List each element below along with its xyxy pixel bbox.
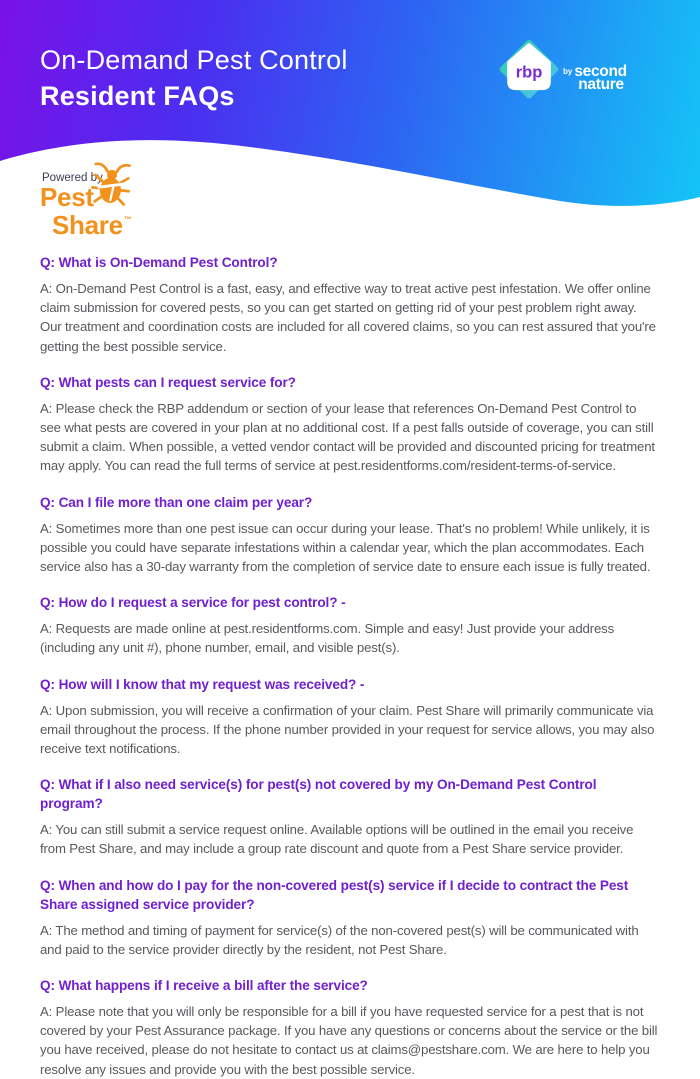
faq-question: Q: Can I file more than one claim per year?: [40, 494, 313, 510]
faq-question: Q: What happens if I receive a bill after the service?: [40, 978, 368, 994]
faq-answer: A: On-Demand Pest Control is a fast, easy, and effective way to treat active pest infestation. We offer online claim submission for covered pests, so you can get started on getting rid of your pest problem right away. Our treatment and coordination costs are included for all covered claims, so you can rest assured that you're getting the best possible service.: [40, 281, 656, 354]
faq-item: [40, 493, 660, 577]
rbp-logo-text: rbp: [515, 63, 543, 82]
faq-content: [0, 240, 700, 1079]
powered-by-label: Powered by: [42, 172, 103, 184]
faq-question: Q: What is On-Demand Pest Control?: [40, 255, 278, 270]
page-title-line2: Resident FAQs: [40, 81, 235, 111]
faq-question: Q: How will I know that my request was received? -: [40, 676, 365, 692]
faq-answer: A: Requests are made online at pest.residentforms.com. Simple and easy! Just provide your address (including any unit #), phone number, email, and visible pest(s).: [40, 621, 615, 656]
faq-item: [40, 876, 660, 959]
page-title-line1: On-Demand Pest Control: [40, 45, 348, 75]
faq-answer: A: Please note that you will only be responsible for a bill if you have requested service for a pest that is not covered by your Pest Assurance package. If you have any questions or concerns about the service or the bill you have received, please do not hesitate to contact us at claims@pestshare.com. We are here to help you resolve any issues and provide you with the best possible service.: [40, 1004, 658, 1077]
faq-question: Q: When and how do I pay for the non-covered pest(s) service if I decide to contract the Pest Share assigned service provider?: [40, 877, 629, 912]
second-nature-wordmark: [563, 63, 627, 93]
faq-item: [40, 775, 660, 858]
by-label: by: [563, 67, 573, 76]
faq-question: Q: What if I also need service(s) for pest(s) not covered by my On-Demand Pest Control program?: [40, 777, 597, 812]
faq-answer: A: Please check the RBP addendum or section of your lease that references On-Demand Pest Control to see what pests are covered in your plan at no additional cost. If a pest falls outside of coverage, you can still submit a claim. When possible, a vetted vendor contact will be provided and discounted pricing for treatment may apply. You can read the full terms of service at pest.residentforms.com/resident-terms-of-service.: [40, 400, 655, 474]
faq-answer: A: You can still submit a service request online. Available options will be outlined in the email you receive from Pest Share, and may include a group rate discount and quote from a Pest Share service provider.: [40, 822, 634, 857]
second-nature-line1: second: [574, 63, 627, 80]
faq-question: Q: How do I request a service for pest control? -: [40, 595, 346, 611]
faq-item: [40, 373, 660, 476]
faq-answer: A: Upon submission, you will receive a confirmation of your claim. Pest Share will primarily communicate via email throughout the process. If the phone number provided in your request for service allows, you may also receive text notifications.: [40, 702, 655, 757]
trademark-symbol: ™: [123, 215, 132, 224]
faq-item: [40, 976, 660, 1079]
bug-icon: [90, 160, 134, 208]
pestshare-word-pest: Pest: [40, 182, 94, 212]
pestshare-logo: [40, 168, 200, 238]
faq-item: [40, 253, 660, 356]
faq-answer: A: Sometimes more than one pest issue can occur during your lease. That's no problem! While unlikely, it is possible you could have separate infestations within a calendar year, which the plan accommodates. Each service also has a 30-day warranty from the completion of service date to ensure each issue is fully treated.: [40, 520, 651, 575]
faq-item: [40, 675, 660, 759]
page-title: [40, 42, 348, 114]
rbp-second-nature-logo: [501, 40, 627, 100]
second-nature-line2: nature: [578, 75, 624, 93]
pestshare-word-share: Share™: [52, 210, 132, 240]
faq-item: [40, 593, 660, 657]
rbp-home-icon: [501, 40, 557, 100]
faq-answer: A: The method and timing of payment for service(s) of the non-covered pest(s) will be communicated with and paid to the service provider directly by the resident, not Pest Share.: [40, 922, 639, 957]
faq-question: Q: What pests can I request service for?: [40, 374, 296, 390]
